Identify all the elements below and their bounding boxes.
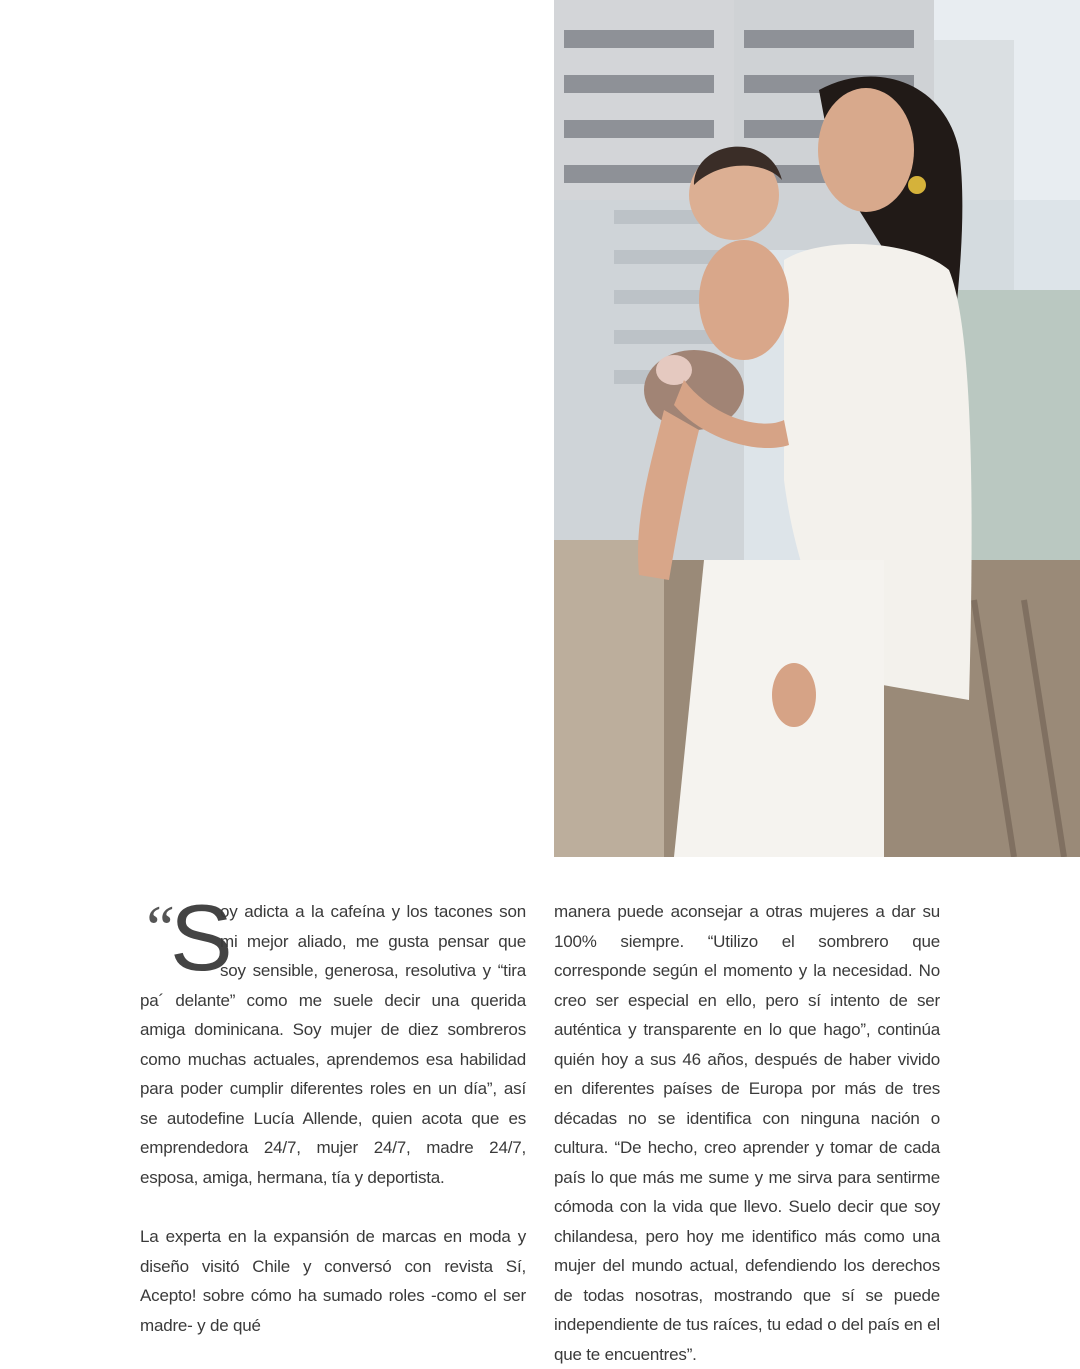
article-paragraph-3: manera puede aconsejar a otras mujeres a dar su 100% siempre. “Utilizo el sombrero que corresponde según el momento y la necesidad. No creo ser especial en ello, pero sí intento de ser auténtica y transparente en lo que hago”, continúa quién hoy a sus 46 años, después de haber vivido en diferentes países de Europa por más de tres décadas no se identifica con ninguna nación o cultura. “De hecho, creo aprender y tomar de cada país lo que más me sume y me sirva para sentirme cómoda con la vida que llevo. Suelo decir que soy chilandesa, pero hoy me identifico más como una mujer del mundo actual, defendiendo los derechos de todas nosotras, mostrando que sí se puede independiente de tus raíces, tu edad o del país en el que te encuentres”.	[554, 902, 940, 1364]
article-photo	[554, 0, 1080, 857]
opening-quote-mark: “	[140, 892, 170, 963]
photo-illustration	[554, 0, 1080, 857]
drop-cap-letter: S	[170, 885, 233, 990]
intro-text: oy adicta a la cafeína y los tacones son mi mejor aliado, me gusta pensar que soy sensible, generosa, resolutiva y “tira pa´ delante” como me suele decir una querida amiga dominicana. Soy mujer de diez sombreros como muchas actuales, aprendemos esa habilidad para poder cumplir diferentes roles en un día”, así se autodefine Lucía Allende, quien acota que es emprendedora 24/7, mujer 24/7, madre 24/7, esposa, amiga, hermana, tía y deportista.	[140, 902, 526, 1187]
article-intro-paragraph	[140, 892, 526, 1192]
article-column-right	[554, 897, 940, 1369]
article-paragraph-2: La experta en la expansión de marcas en moda y diseño visitó Chile y conversó con revista Sí, Acepto! sobre cómo ha sumado roles -como el ser madre- y de qué	[140, 1227, 526, 1335]
article-column-left	[140, 892, 526, 1340]
